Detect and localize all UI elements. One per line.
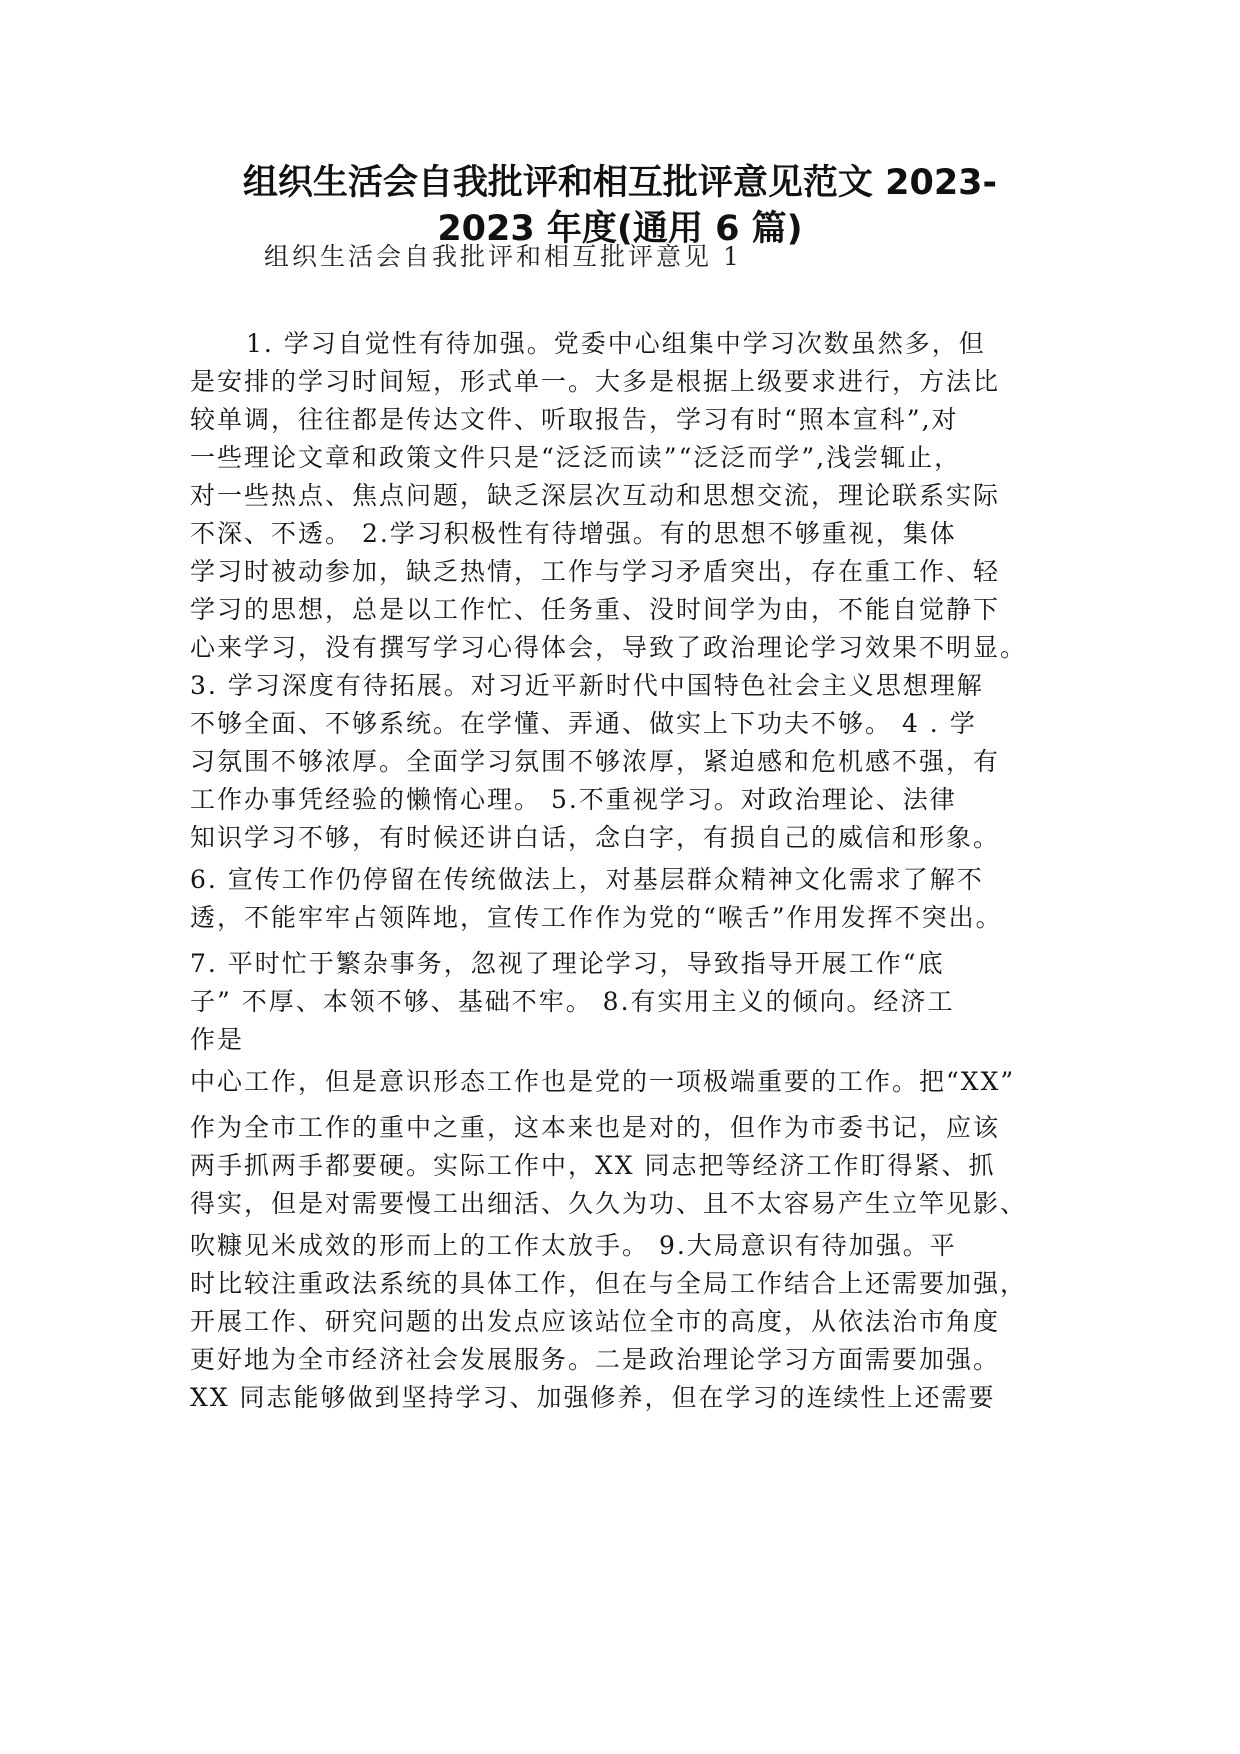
text-line: 时比较注重政法系统的具体工作，但在与全局工作结合上还需要加强，: [190, 1269, 1028, 1298]
document-title: [190, 160, 1050, 252]
text-line: 心来学习，没有撰写学习心得体会，导致了政治理论学习效果不明显。: [190, 633, 1028, 662]
text-line: 6. 宣传工作仍停留在传统做法上，对基层群众精神文化需求了解不: [190, 865, 984, 894]
text-line: 不够全面、不够系统。在学懂、弄通、做实上下功夫不够。 4 . 学: [190, 709, 977, 738]
text-line: 两手抓两手都要硬。实际工作中，XX 同志把等经济工作盯得紧、抓: [190, 1151, 996, 1180]
text-line: 3. 学习深度有待拓展。对习近平新时代中国特色社会主义思想理解: [190, 671, 984, 700]
body-text: [190, 325, 1060, 1417]
text-line: 子” 不厚、本领不够、基础不牢。 8.有实用主义的倾向。经济工: [190, 987, 955, 1016]
text-line: 学习时被动参加，缺乏热情，工作与学习矛盾突出，存在重工作、轻: [190, 557, 1001, 586]
text-line: 较单调，往往都是传达文件、听取报告，学习有时“照本宣科”,对: [190, 405, 959, 434]
title-line-1: 组织生活会自我批评和相互批评意见范文 2023-: [242, 163, 998, 203]
text-line: XX 同志能够做到坚持学习、加强修养，但在学习的连续性上还需要: [190, 1383, 996, 1412]
text-line: 吹糠见米成效的形而上的工作太放手。 9.大局意识有待加强。平: [190, 1231, 957, 1260]
text-line: 学习的思想，总是以工作忙、任务重、没时间学为由，不能自觉静下: [190, 595, 1001, 624]
text-line: 1. 学习自觉性有待加强。党委中心组集中学习次数虽然多，但: [246, 329, 986, 358]
text-line: 一些理论文章和政策文件只是“泛泛而读”“泛泛而学”,浅尝辄止，: [190, 443, 962, 472]
text-line: 作为全市工作的重中之重，这本来也是对的，但作为市委书记，应该: [190, 1113, 1001, 1142]
text-line: 中心工作，但是意识形态工作也是党的一项极端重要的工作。把“XX”: [190, 1067, 1016, 1096]
text-line: 开展工作、研究问题的出发点应该站位全市的高度，从依法治市角度: [190, 1307, 1001, 1336]
text-line: 工作办事凭经验的懒惰心理。 5.不重视学习。对政治理论、法律: [190, 785, 957, 814]
text-line: 得实，但是对需要慢工出细活、久久为功、且不太容易产生立竿见影、: [190, 1189, 1028, 1218]
section-heading: 组织生活会自我批评和相互批评意见 1: [264, 242, 742, 271]
text-line: 是安排的学习时间短，形式单一。大多是根据上级要求进行，方法比: [190, 367, 1001, 396]
text-line: 透，不能牢牢占领阵地，宣传工作作为党的“喉舌”作用发挥不突出。: [190, 903, 1003, 932]
text-line: 7. 平时忙于繁杂事务，忽视了理论学习，导致指导开展工作“底: [190, 949, 945, 978]
text-line: 不深、不透。 2.学习积极性有待增强。有的思想不够重视，集体: [190, 519, 957, 548]
text-line: 知识学习不够，有时候还讲白话，念白字，有损自己的威信和形象。: [190, 823, 1001, 852]
text-line: 更好地为全市经济社会发展服务。二是政治理论学习方面需要加强。: [190, 1345, 1001, 1374]
text-line: 对一些热点、焦点问题，缺乏深层次互动和思想交流，理论联系实际: [190, 481, 1001, 510]
text-line: 作是: [190, 1025, 245, 1054]
title-line-2: 2023 年度(通用 6 篇): [437, 209, 803, 249]
text-line: 习氛围不够浓厚。全面学习氛围不够浓厚，紧迫感和危机感不强，有: [190, 747, 1001, 776]
